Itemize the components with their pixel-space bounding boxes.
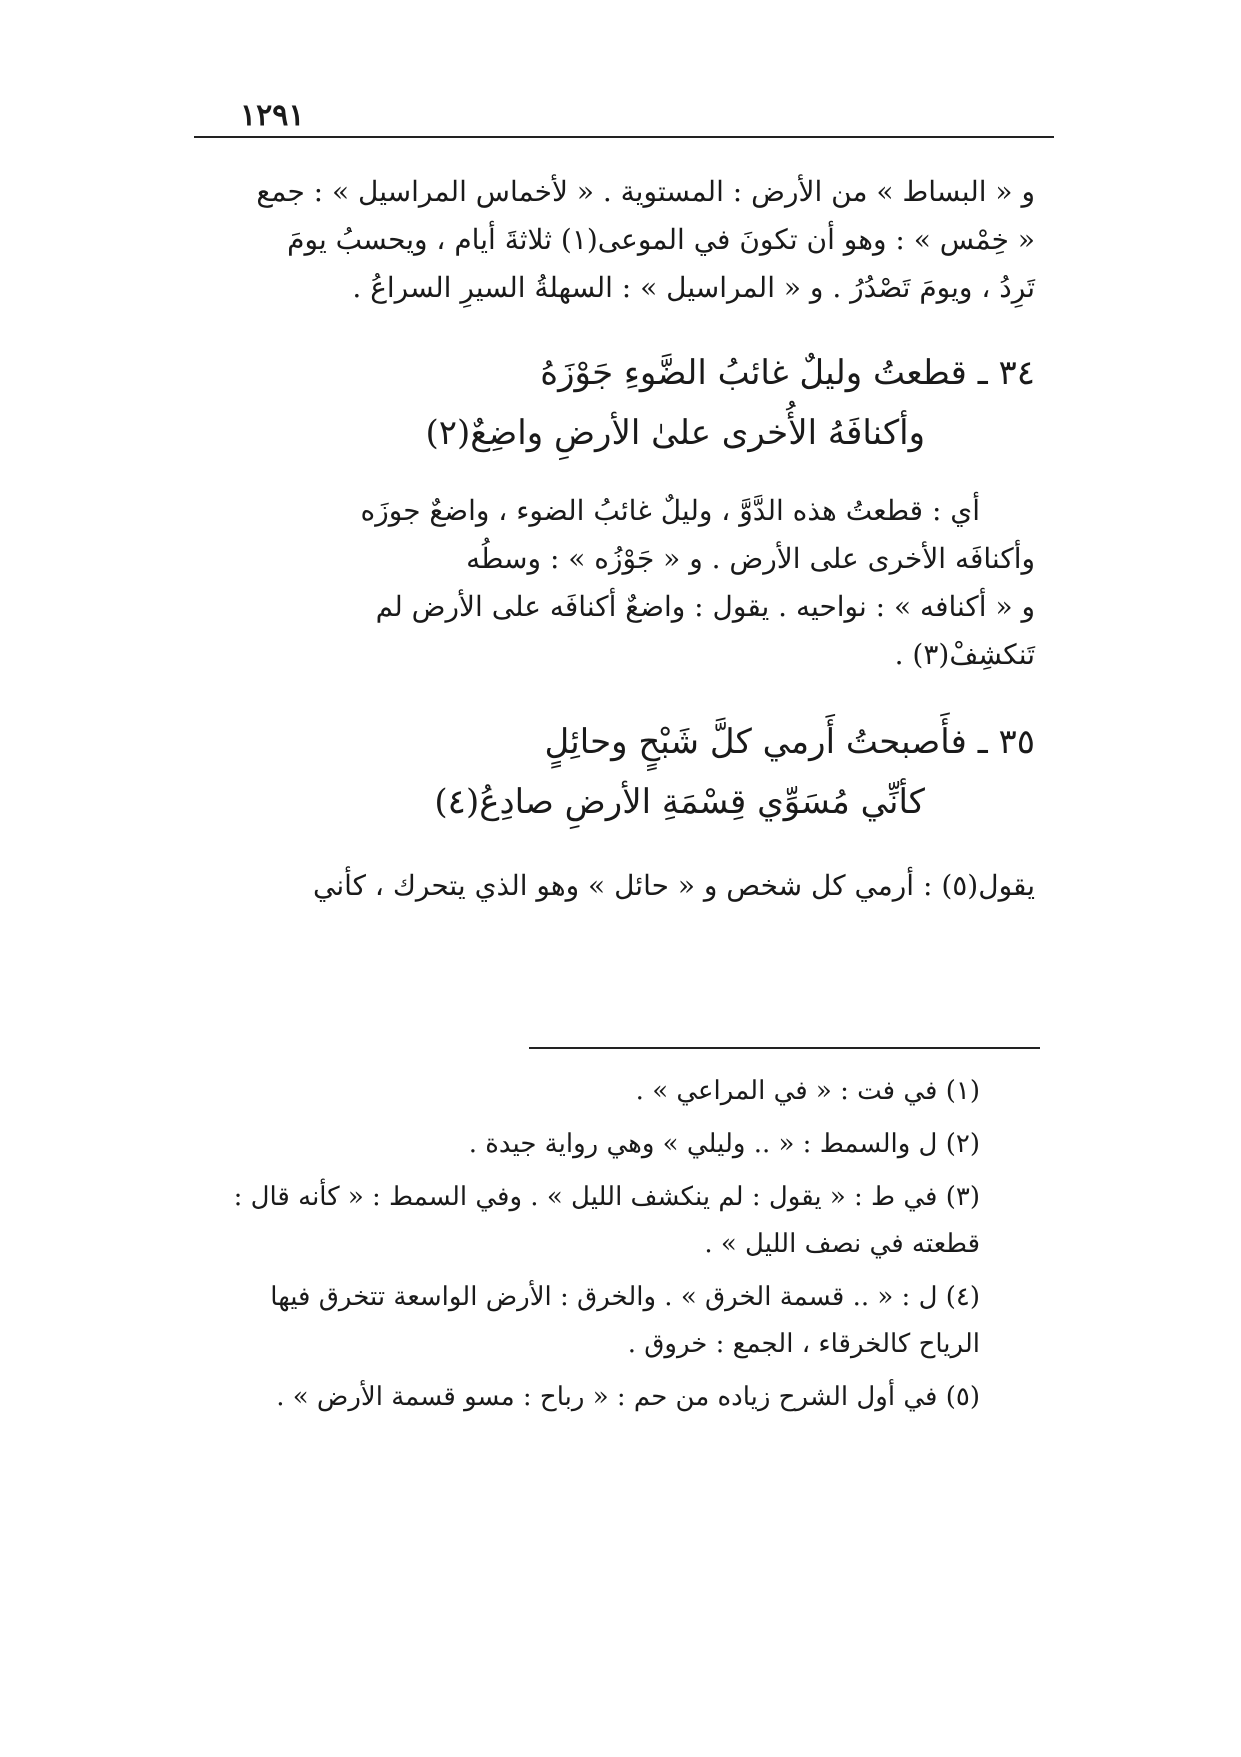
footnote-1: (١) في فت : « في المراعي » . bbox=[635, 1076, 980, 1106]
footnotes bbox=[205, 1068, 1035, 1427]
text-line: و « البساط » من الأرض : المستوية . « لأخماس المراسيل » : جمع bbox=[256, 175, 1035, 208]
text-line: يقول(٥) : أرمي كل شخص و « حائل » وهو الذي يتحرك ، كأني bbox=[313, 869, 1035, 902]
verse-34 bbox=[205, 343, 1035, 463]
verse-35-line-1: ٣٥ ـ فأَصبحتُ أَرمي كلَّ شَبْحٍ وحائِلٍ bbox=[544, 722, 1035, 762]
verse-34-line-1: ٣٤ ـ قطعتُ وليلٌ غائبُ الضَّوءِ جَوْزَهُ bbox=[540, 353, 1035, 393]
commentary-paragraph-3 bbox=[205, 862, 1035, 910]
verse-34-line-2: وأكنافَهُ الأُخرى علىٰ الأرضِ واضِعٌ(٢) bbox=[425, 413, 925, 453]
text-line: « خِمْس » : وهو أن تكونَ في الموعى(١) ثلاثةَ أيام ، ويحسبُ يومَ bbox=[287, 223, 1035, 256]
text-line: و « أكنافه » : نواحيه . يقول : واضعٌ أكنافَه على الأرض لم bbox=[375, 590, 1035, 623]
text-line: تَنكشِفْ(٣) . bbox=[894, 638, 1035, 671]
footnote-4: (٤) ل : « .. قسمة الخرق » . والخرق : الأرض الواسعة تتخرق فيها الرياح كالخرقاء ، الجمع : خروق . bbox=[270, 1282, 980, 1359]
footnote-3: (٣) في ط : « يقول : لم ينكشف الليل » . وفي السمط : « كأنه قال : قطعته في نصف الليل » . bbox=[233, 1182, 980, 1259]
text-line: وأكنافَه الأخرى على الأرض . و « جَوْزُه » : وسطُه bbox=[466, 542, 1035, 575]
verse-35-line-2: كأنِّي مُسَوِّي قِسْمَةِ الأرضِ صادِعُ(٤) bbox=[434, 782, 925, 822]
footnote-2: (٢) ل والسمط : « .. وليلي » وهي رواية جيدة . bbox=[468, 1129, 980, 1159]
footnote-5: (٥) في أول الشرح زياده من حم : « رباح : مسو قسمة الأرض » . bbox=[276, 1382, 980, 1412]
commentary-paragraph-1 bbox=[205, 168, 1035, 312]
text-line: تَرِدُ ، ويومَ تَصْدُرُ . و « المراسيل » : السهلةُ السيرِ السراعُ . bbox=[352, 271, 1035, 304]
verse-35 bbox=[205, 712, 1035, 832]
text-line: أي : قطعتُ هذه الدَّوَّ ، وليلٌ غائبُ الضوء ، واضعٌ جوزَه bbox=[360, 494, 980, 527]
page-number: ١٢٩١ bbox=[240, 98, 305, 133]
footnote-rule bbox=[529, 1047, 1040, 1049]
commentary-paragraph-2 bbox=[205, 487, 1035, 679]
header-rule bbox=[194, 136, 1054, 138]
